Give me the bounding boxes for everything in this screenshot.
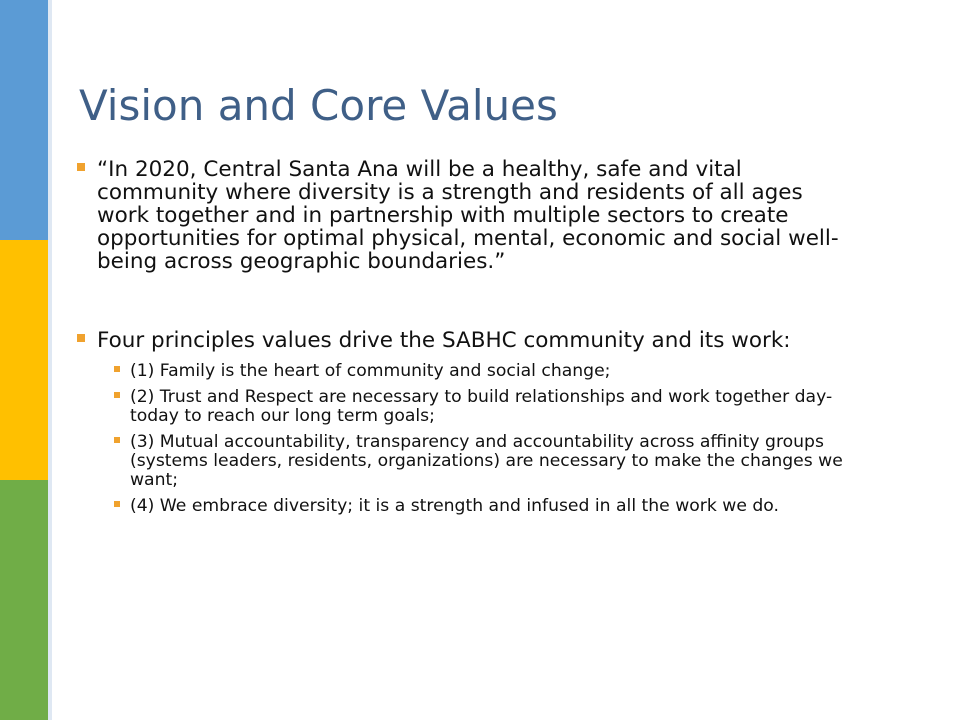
accent-stripe-blue: [0, 0, 48, 240]
bullet-text: Four principles values drive the SABHC community and its work:: [97, 328, 791, 353]
sub-bullet-4: [114, 497, 855, 516]
bullet-text: “In 2020, Central Santa Ana will be a healthy, safe and vital community where diversity is a strength and residents of all ages work together and in partnership with multiple sectors to create opportunities for optimal physical, mental, economic and social well-being across geographic boundaries.”: [97, 157, 839, 274]
bullet-vision: [75, 158, 855, 273]
square-bullet-icon: [114, 437, 120, 443]
square-bullet-icon: [114, 501, 120, 507]
sub-bullet-text: (1) Family is the heart of community and social change;: [130, 361, 611, 381]
square-bullet-icon: [77, 334, 85, 342]
sub-bullet-1: [114, 362, 855, 381]
square-bullet-icon: [77, 163, 85, 171]
sub-bullet-2: [114, 388, 855, 426]
slide-title: Vision and Core Values: [79, 81, 558, 130]
sub-bullet-3: [114, 433, 855, 490]
bullet-principles: [75, 329, 855, 352]
sub-bullet-text: (4) We embrace diversity; it is a strength and infused in all the work we do.: [130, 496, 779, 516]
sub-bullet-text: (2) Trust and Respect are necessary to build relationships and work together day-today to reach our long term goals;: [130, 387, 833, 426]
accent-divider: [48, 0, 52, 720]
sub-bullet-text: (3) Mutual accountability, transparency and accountability across affinity groups (systems leaders, residents, organizations) are necessary to make the changes we want;: [130, 432, 843, 490]
slide-body: [75, 158, 855, 516]
accent-stripe-green: [0, 480, 48, 720]
square-bullet-icon: [114, 392, 120, 398]
square-bullet-icon: [114, 366, 120, 372]
accent-stripe-yellow: [0, 240, 48, 480]
